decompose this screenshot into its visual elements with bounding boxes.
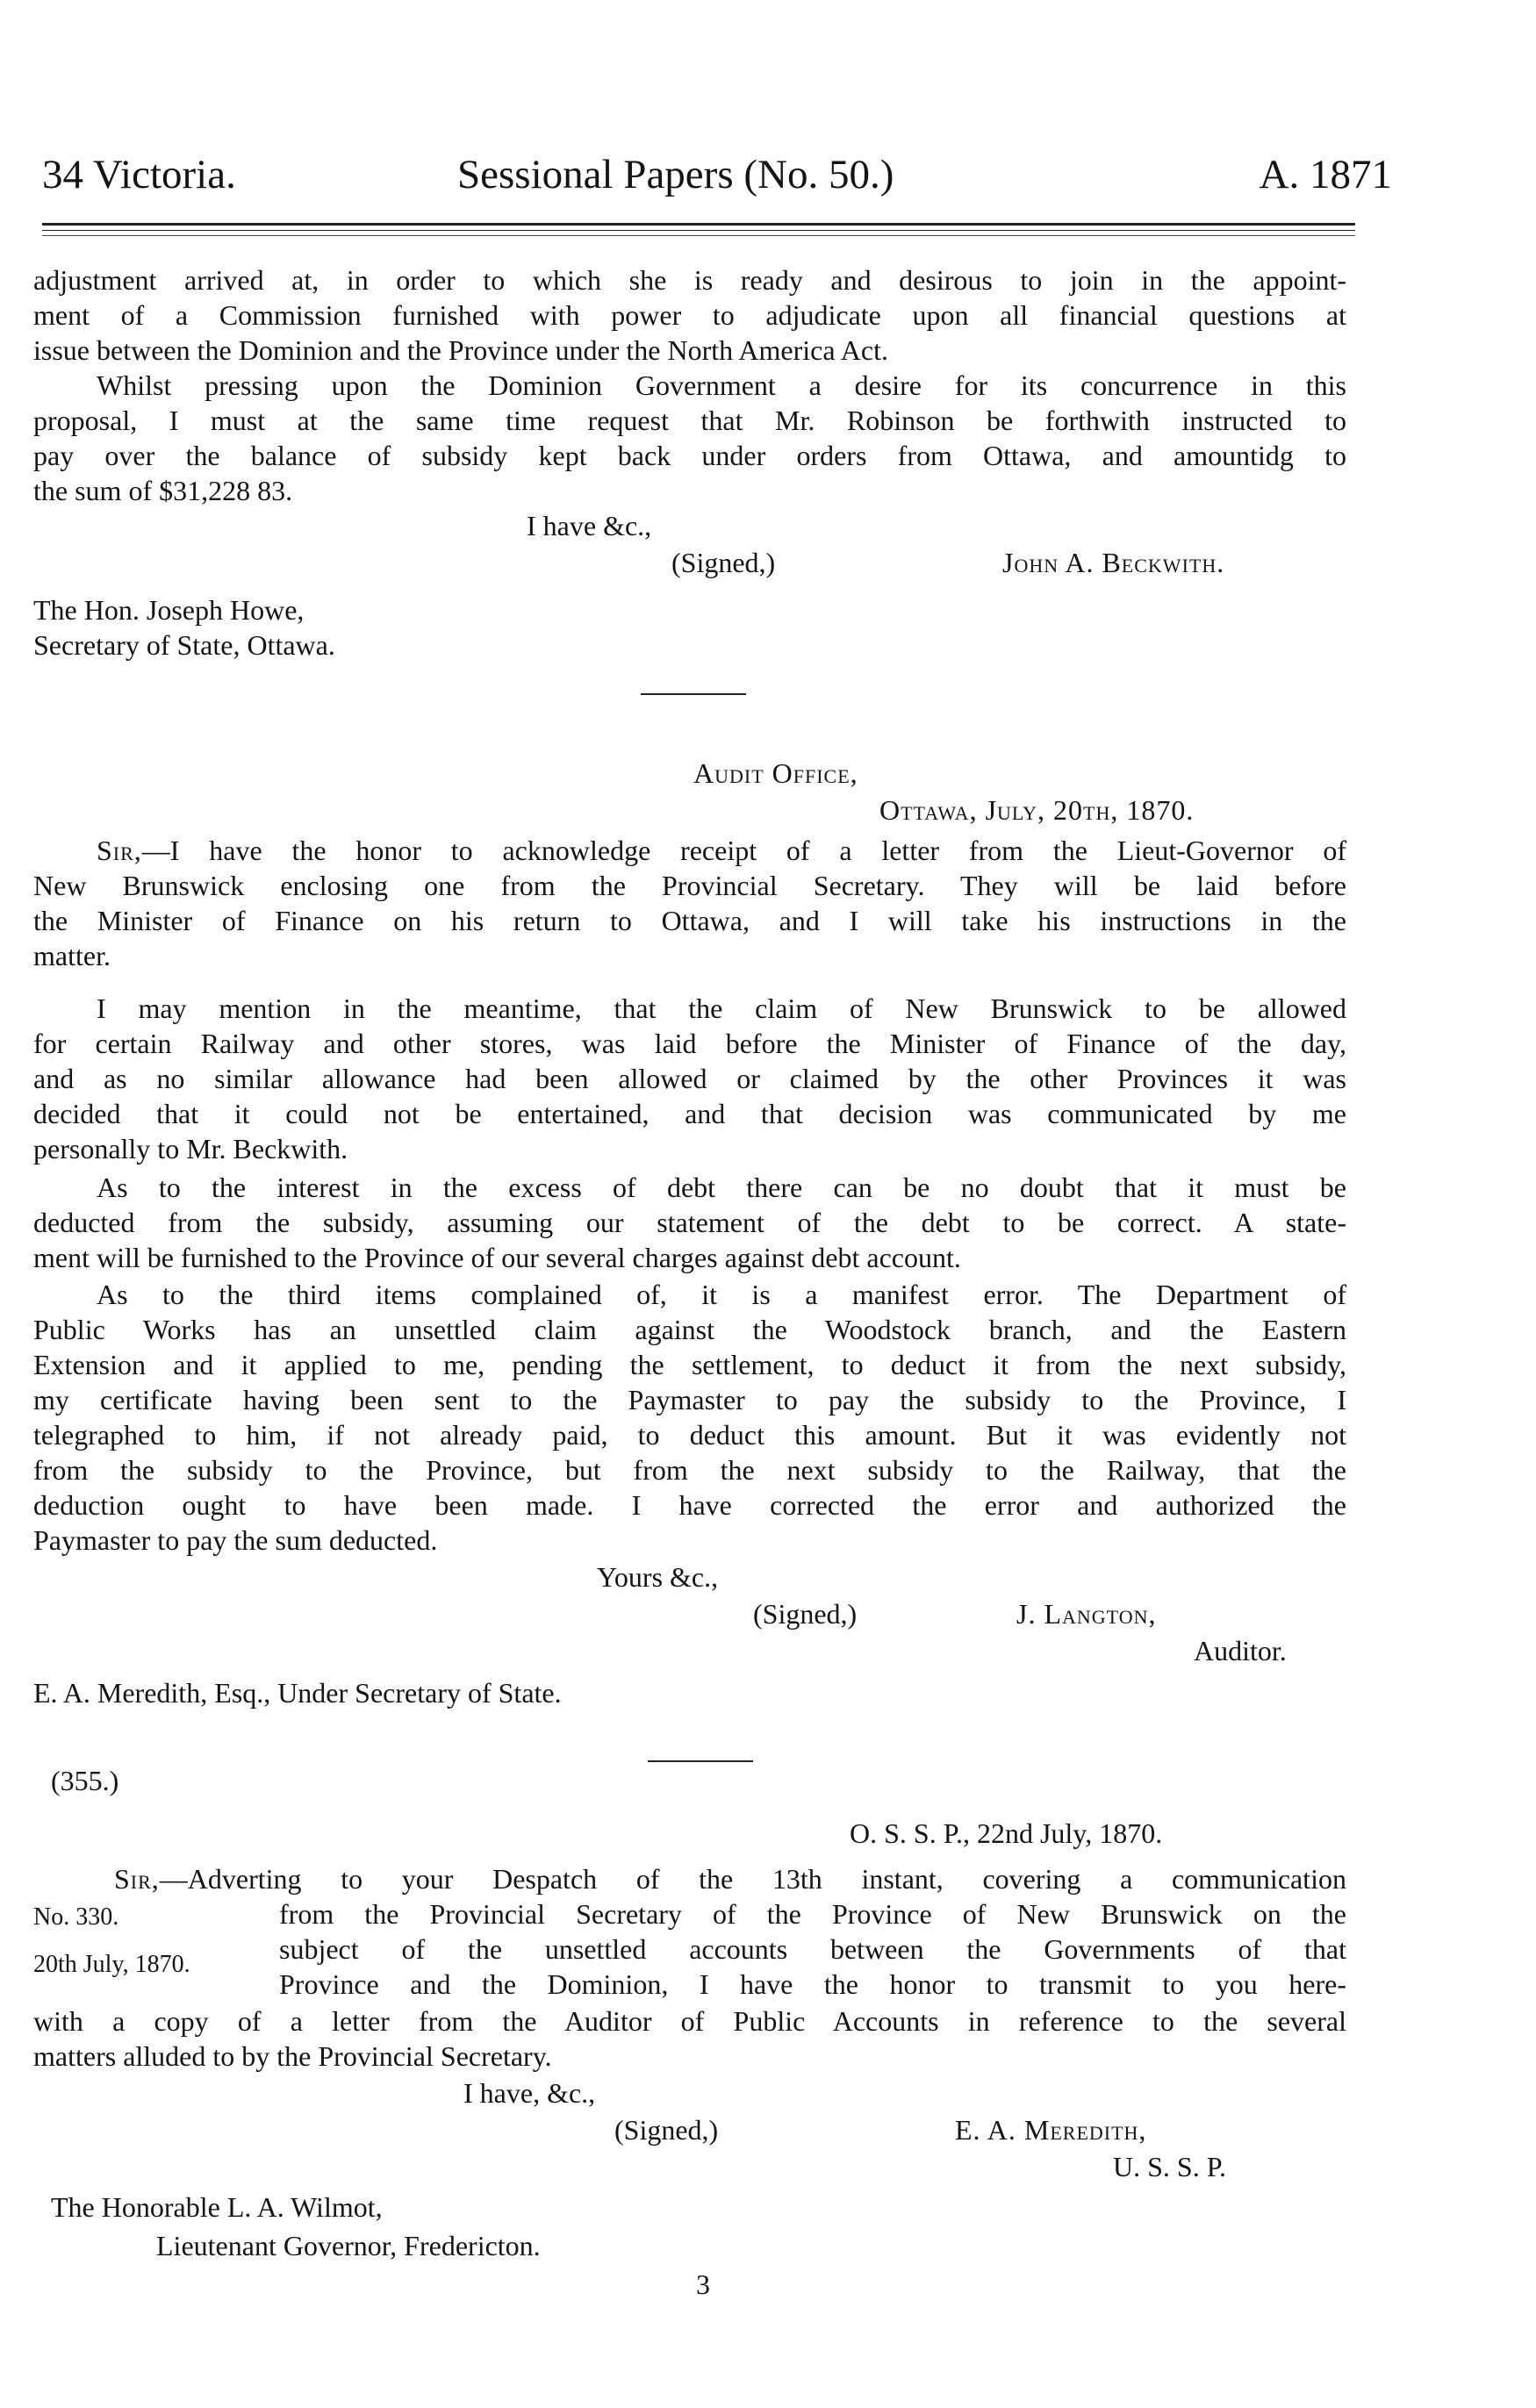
running-header: [42, 151, 1392, 204]
body-line: ment of a Commission furnished with power to adjudicate upon all financial questions at: [33, 299, 1346, 331]
recipient-line: E. A. Meredith, Esq., Under Secretary of State.: [33, 1677, 562, 1709]
recipient-line: Lieutenant Governor, Fredericton.: [156, 2230, 541, 2261]
header-rule: [42, 223, 1355, 226]
letter-date: O. S. S. P., 22nd July, 1870.: [850, 1817, 1163, 1849]
signature: J. Langton,: [1016, 1598, 1157, 1630]
body-line-first: [114, 1862, 1346, 1896]
signed-label: (Signed,): [671, 547, 776, 578]
letter-closing: I have &c.,: [527, 510, 652, 541]
letter-closing: Yours &c.,: [597, 1561, 719, 1593]
body-line: personally to Mr. Beckwith.: [33, 1133, 348, 1165]
page-number: 3: [696, 2268, 710, 2300]
body-line: from the subsidy to the Province, but from the next subsidy to the Railway, that the: [33, 1454, 1346, 1486]
section-divider: [648, 1760, 753, 1762]
body-line: from the Provincial Secretary of the Province of New Brunswick on the: [279, 1898, 1346, 1930]
letter-closing: I have, &c.,: [463, 2077, 596, 2109]
body-line-first: [97, 834, 1346, 867]
signatory-title: Auditor.: [1194, 1635, 1287, 1666]
body-line: decided that it could not be entertained, and that decision was communicated by me: [33, 1098, 1346, 1129]
signature: John A. Beckwith.: [1002, 547, 1225, 578]
body-line: the sum of $31,228 83.: [33, 475, 293, 506]
header-rule-thin: [42, 230, 1355, 231]
signed-label: (Signed,): [753, 1598, 858, 1630]
header-volume: 34 Victoria.: [42, 152, 236, 197]
body-line: Extension and it applied to me, pending the settlement, to deduct it from the next subsidy,: [33, 1349, 1346, 1380]
body-line: pay over the balance of subsidy kept back under orders from Ottawa, and amountidg to: [33, 440, 1346, 471]
body-line: As to the third items complained of, it is a manifest error. The Department of: [97, 1279, 1346, 1310]
body-line: Paymaster to pay the sum deducted.: [33, 1524, 438, 1556]
letter-place: Audit Office,: [693, 757, 858, 789]
body-line: subject of the unsettled accounts between the Governments of that: [279, 1933, 1346, 1965]
signatory-title: U. S. S. P.: [1113, 2151, 1226, 2182]
body-line: —I have the honor to acknowledge receipt of a letter from the Lieut-Governor of: [141, 835, 1346, 866]
body-line: Province and the Dominion, I have the honor to transmit to you here-: [279, 1968, 1346, 2000]
body-line: proposal, I must at the same time request that Mr. Robinson be forthwith instructed to: [33, 405, 1346, 436]
body-line: deduction ought to have been made. I have corrected the error and authorized the: [33, 1489, 1346, 1521]
section-divider: [641, 693, 746, 695]
body-line: adjustment arrived at, in order to which she is ready and desirous to join in the appoint-: [33, 264, 1346, 296]
body-line: my certificate having been sent to the Paymaster to pay the subsidy to the Province, I: [33, 1384, 1346, 1415]
body-line: issue between the Dominion and the Province under the North America Act.: [33, 334, 888, 366]
body-line: the Minister of Finance on his return to Ottawa, and I will take his instructions in the: [33, 905, 1346, 936]
header-title: Sessional Papers (No. 50.): [457, 152, 894, 197]
recipient-line: The Hon. Joseph Howe,: [33, 594, 305, 626]
body-line: —Adverting to your Despatch of the 13th instant, covering a communication: [159, 1863, 1346, 1895]
body-line: for certain Railway and other stores, was laid before the Minister of Finance of the day,: [33, 1028, 1346, 1059]
margin-note: 20th July, 1870.: [33, 1951, 190, 1978]
recipient-line: Secretary of State, Ottawa.: [33, 629, 335, 661]
body-line: New Brunswick enclosing one from the Provincial Secretary. They will be laid before: [33, 870, 1346, 901]
body-line: deducted from the subsidy, assuming our statement of the debt to be correct. A state-: [33, 1207, 1346, 1238]
signed-label: (Signed,): [614, 2114, 719, 2146]
letter-date: Ottawa, July, 20th, 1870.: [879, 794, 1195, 826]
body-line: Public Works has an unsettled claim against the Woodstock branch, and the Eastern: [33, 1314, 1346, 1345]
body-line: matters alluded to by the Provincial Secretary.: [33, 2040, 552, 2072]
recipient-line: The Honorable L. A. Wilmot,: [51, 2191, 383, 2223]
body-line: I may mention in the meantime, that the claim of New Brunswick to be allowed: [97, 993, 1346, 1024]
margin-note: No. 330.: [33, 1903, 119, 1931]
body-line: and as no similar allowance had been allowed or claimed by the other Provinces it was: [33, 1063, 1346, 1094]
header-rule-thin: [42, 235, 1355, 236]
body-line: telegraphed to him, if not already paid, to deduct this amount. But it was evidently not: [33, 1419, 1346, 1451]
body-line: ment will be furnished to the Province of our several charges against debt account.: [33, 1242, 961, 1273]
body-line: Whilst pressing upon the Dominion Government a desire for its concurrence in this: [97, 369, 1346, 401]
body-line: matter.: [33, 940, 111, 971]
body-line: with a copy of a letter from the Auditor of Public Accounts in reference to the several: [33, 2005, 1346, 2037]
signature: E. A. Meredith,: [955, 2114, 1147, 2146]
header-year: A. 1871: [1259, 152, 1392, 197]
salutation: Sir,: [97, 835, 142, 866]
document-number: (355.): [51, 1765, 119, 1796]
body-line: As to the interest in the excess of debt there can be no doubt that it must be: [97, 1172, 1346, 1203]
salutation: Sir,: [114, 1863, 160, 1895]
